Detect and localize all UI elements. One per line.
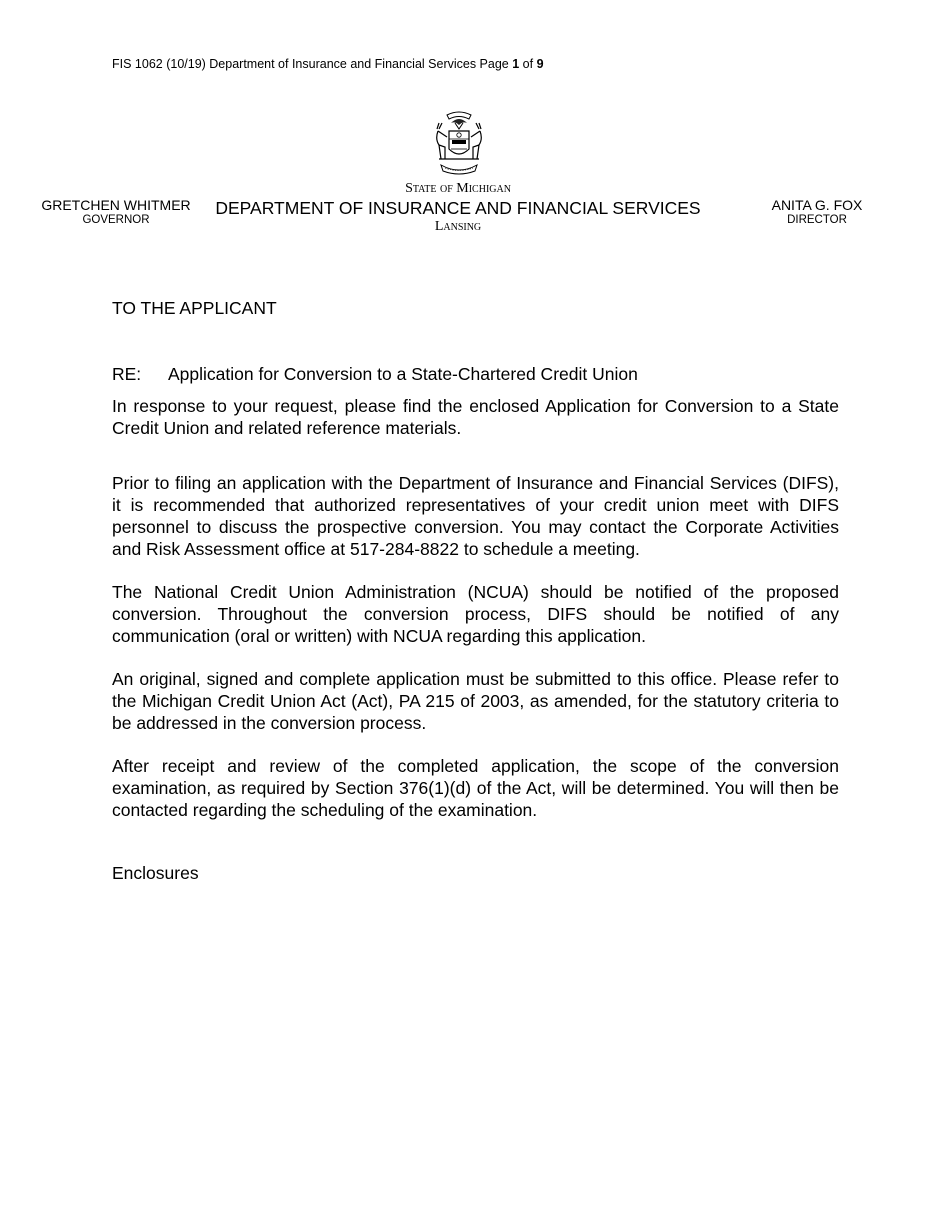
salutation: TO THE APPLICANT — [112, 298, 277, 318]
paragraph-5: After receipt and review of the completed application, the scope of the conversion examination, as required by Section 376(1)(d) of the Act, will be determined. You will then be contacted regarding the scheduling of the examination. — [112, 756, 839, 820]
state-line-text: State of Michigan — [405, 181, 511, 196]
state-line — [0, 181, 916, 197]
paragraph-2: Prior to filing an application with the Department of Insurance and Financial Services (DIFS), it is recommended that authorized representatives of your credit union meet with DIFS personnel to discuss the prospective conversion. You may contact the Corporate Activities and Risk Assessment office at 517-284-8822 to schedule a meeting. — [112, 473, 839, 559]
director-title: DIRECTOR — [787, 214, 847, 226]
page-total: 9 — [536, 57, 544, 71]
page-current: 1 — [512, 57, 520, 71]
form-id-prefix: FIS 1062 (10/19) Department of Insurance and Financial Services Page — [112, 57, 509, 71]
department-name: DEPARTMENT OF INSURANCE AND FINANCIAL SERVICES — [215, 198, 701, 218]
enclosures-label: Enclosures — [112, 863, 199, 883]
michigan-state-seal-icon — [429, 109, 489, 177]
governor-block — [40, 197, 192, 226]
page-of: of — [522, 57, 534, 71]
paragraph-1: In response to your request, please find the enclosed Application for Conversion to a State Credit Union and related reference materials. — [112, 396, 839, 438]
form-identifier — [112, 57, 544, 71]
director-block — [758, 197, 876, 226]
city-text: Lansing — [434, 219, 482, 234]
director-name: ANITA G. FOX — [771, 197, 863, 213]
governor-name: GRETCHEN WHITMER — [41, 197, 191, 213]
re-label: RE: — [112, 364, 142, 384]
governor-title: GOVERNOR — [82, 214, 150, 226]
re-line — [112, 364, 638, 385]
paragraph-3: The National Credit Union Administration (NCUA) should be notified of the proposed conversion. Throughout the conversion process, DIFS should be notified of any communication (oral or written) with NCUA regarding this application. — [112, 582, 839, 646]
re-subject: Application for Conversion to a State-Chartered Credit Union — [168, 364, 638, 384]
paragraph-4: An original, signed and complete application must be submitted to this office. Please refer to the Michigan Credit Union Act (Act), PA 215 of 2003, as amended, for the statutory criteria to be addressed in the conversion process. — [112, 669, 839, 733]
